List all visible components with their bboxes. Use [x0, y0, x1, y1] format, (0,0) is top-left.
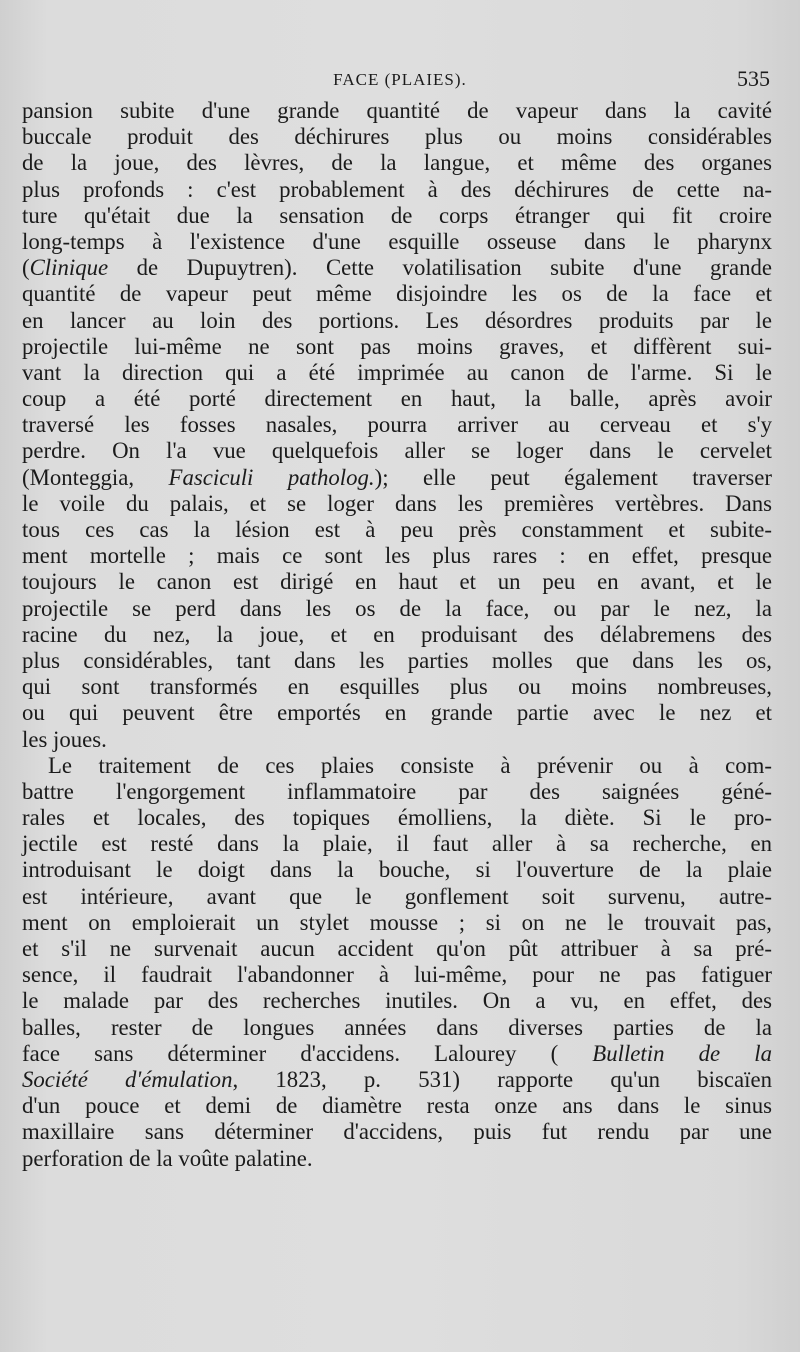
text-line: introduisant le doigt dans la bouche, si l'ouverture de la plaie [22, 857, 772, 883]
text-line: d'un pouce et demi de diamètre resta onze ans dans le sinus [22, 1093, 772, 1119]
text-line: sence, il faudrait l'abandonner à lui-même, pour ne pas fatiguer [22, 962, 772, 988]
text-line: ment mortelle ; mais ce sont les plus rares : en effet, presque [22, 543, 772, 569]
text-line: perdre. On l'a vue quelquefois aller se loger dans le cervelet [22, 438, 772, 464]
text-line: toujours le canon est dirigé en haut et un peu en avant, et le [22, 569, 772, 595]
text-segment: , 1823, p. 531) rapporte qu'un biscaïen [232, 1066, 772, 1092]
text-segment: (Monteggia, [22, 464, 169, 490]
text-line [22, 255, 772, 281]
text-line: qui sont transformés en esquilles plus ou moins nombreuses, [22, 674, 772, 700]
text-line: coup a été porté directement en haut, la balle, après avoir [22, 386, 772, 412]
text-line: perforation de la voûte palatine. [22, 1145, 313, 1171]
text-line: projectile lui-même ne sont pas moins graves, et diffèrent sui- [22, 333, 772, 359]
text-line: long-temps à l'existence d'une esquille osseuse dans le pharynx [22, 228, 772, 254]
text-line: le voile du palais, et se loger dans les premières vertèbres. Dans [22, 490, 772, 516]
text-line: de la joue, des lèvres, de la langue, et même des organes [22, 150, 772, 176]
text-line: balles, rester de longues années dans diverses parties de la [22, 1014, 772, 1040]
text-line: vant la direction qui a été imprimée au canon de l'arme. Si le [22, 359, 772, 385]
text-line [22, 1041, 772, 1067]
text-line: en lancer au loin des portions. Les désordres produits par le [22, 307, 772, 333]
text-line: le malade par des recherches inutiles. On a vu, en effet, des [22, 988, 772, 1014]
text-line: et s'il ne survenait aucun accident qu'on pût attribuer à sa pré- [22, 936, 772, 961]
text-line: Le traitement de ces plaies consiste à prévenir ou à com- [48, 752, 772, 778]
text-segment: ( [22, 255, 30, 281]
text-line: projectile se perd dans les os de la face, ou par le nez, la [22, 595, 772, 621]
text-line: plus considérables, tant dans les parties molles que dans les os, [22, 647, 772, 673]
text-line: ment on emploierait un stylet mousse ; si on ne le trouvait pas, [22, 909, 772, 935]
italic-title: Fasciculi patholog. [168, 464, 375, 490]
text-line: rales et locales, des topiques émolliens, la diète. Si le pro- [22, 805, 772, 831]
text-line: traversé les fosses nasales, pourra arriver au cerveau et s'y [22, 412, 772, 438]
text-line: maxillaire sans déterminer d'accidens, puis fut rendu par une [22, 1119, 772, 1145]
body-text [22, 98, 772, 1172]
paragraph-1 [22, 98, 772, 753]
text-line: jectile est resté dans la plaie, il faut aller à sa recherche, en [22, 831, 772, 857]
paragraph-2 [22, 753, 772, 1172]
italic-title: Clinique [29, 255, 109, 281]
text-line: racine du nez, la joue, et en produisant des délabremens des [22, 621, 772, 647]
running-head: FACE (PLAIES). [333, 70, 467, 89]
text-line: battre l'engorgement inflammatoire par des saignées géné- [22, 778, 772, 804]
text-line: ou qui peuvent être emportés en grande partie avec le nez et [22, 700, 772, 726]
text-line: plus profonds : c'est probablement à des déchirures de cette na- [22, 176, 772, 202]
text-line: buccale produit des déchirures plus ou moins considérables [22, 124, 772, 150]
text-line [22, 1067, 772, 1093]
text-segment: de Dupuytren). Cette volatilisation subite d'une grande [108, 255, 772, 281]
text-line: quantité de vapeur peut même disjoindre les os de la face et [22, 281, 772, 307]
text-line: ture qu'était due la sensation de corps étranger qui fit croire [22, 202, 772, 228]
text-segment: ); elle peut également traverser [374, 464, 773, 490]
text-line: est intérieure, avant que le gonflement soit survenu, autre- [22, 883, 772, 909]
page-number: 535 [737, 66, 770, 91]
text-segment: face sans déterminer d'accidens. Lalourey ( [22, 1040, 593, 1066]
text-line: pansion subite d'une grande quantité de vapeur dans la cavité [22, 98, 772, 123]
text-line: tous ces cas la lésion est à peu près constamment et subite- [22, 517, 772, 542]
page-header [22, 62, 778, 96]
italic-title: Bulletin de la [592, 1040, 772, 1066]
text-line: les joues. [22, 726, 107, 752]
text-line [22, 465, 772, 491]
italic-title: Société d'émulation [22, 1066, 233, 1092]
